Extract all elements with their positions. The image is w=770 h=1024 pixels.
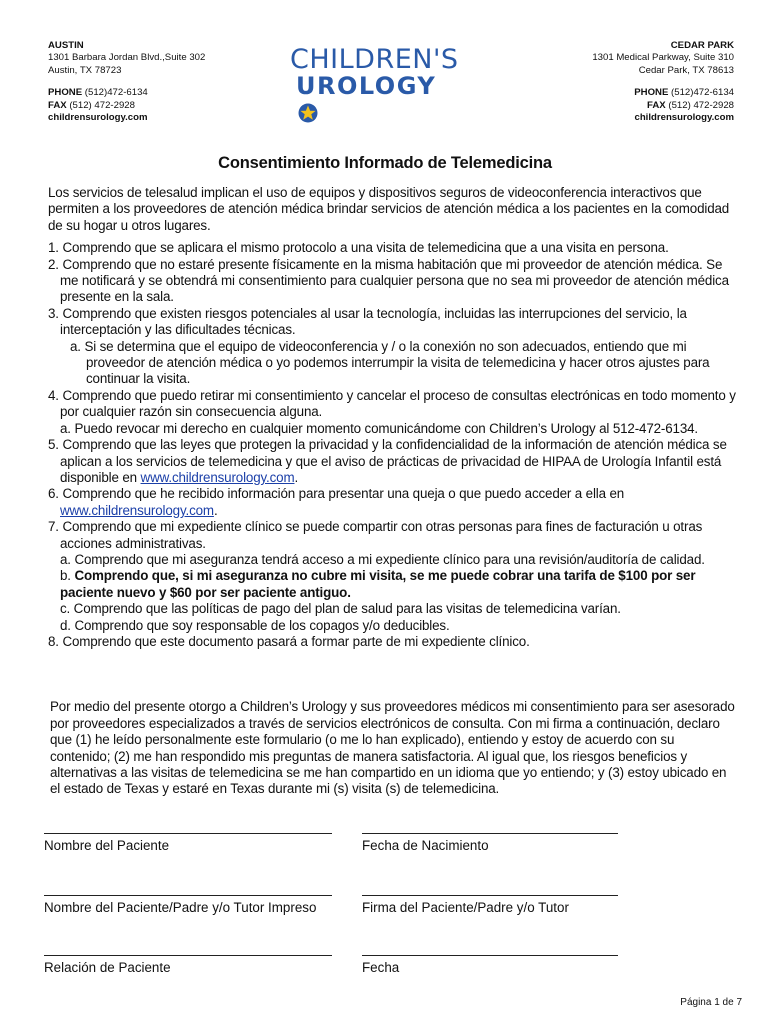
signature-label: Firma del Paciente/Padre y/o Tutor: [362, 900, 569, 915]
austin-fax-row: FAX (512) 472-2928: [48, 99, 135, 111]
document-body: [48, 185, 738, 650]
birth-date-field[interactable]: [362, 833, 618, 853]
signature-field[interactable]: [362, 895, 618, 915]
cedar-park-address-block: [592, 40, 734, 124]
consent-paragraph: Por medio del presente otorgo a Children’s Urology y sus proveedores médicos mi consentimiento para ser asesorado por proveedores especializados a través de servicios electrónicos de consulta. Con mi firma a continuación, declaro que (1) he leído personalmente este formulario (o me lo han explicado), entiendo y estoy de acuerdo con su contenido; (2) me han respondido mis preguntas de manera satisfactoria. Al igual que, los riesgos beneficios y alternativas a las visitas de telemedicina se me han compartido en un idioma que yo entiendo; y (3) estoy ubicado en el estado de Texas y estaré en Texas durante mi (s) visita (s) de telemedicina.: [50, 699, 735, 797]
item-4: 4. Comprendo que puedo retirar mi consentimiento y cancelar el proceso de consultas electrónicas en todo momento y por cualquier razón sin consecuencia alguna.: [48, 387, 736, 420]
date-label: Fecha: [362, 960, 400, 975]
signature-line: [362, 833, 618, 834]
austin-street: 1301 Barbara Jordan Blvd.,Suite 302: [48, 52, 206, 64]
item-7a: a. Comprendo que mi aseguranza tendrá acceso a mi expediente clínico para una revisión/auditoría de calidad.: [60, 551, 705, 567]
item-7d: d. Comprendo que soy responsable de los copagos y/o deducibles.: [60, 617, 450, 633]
cedar-park-phone: (512)472-6134: [671, 87, 734, 99]
austin-address-block: [48, 40, 205, 124]
item-8: 8. Comprendo que este documento pasará a formar parte de mi expediente clínico.: [48, 633, 530, 649]
cedar-park-website: childrensurology.com: [634, 112, 734, 124]
fee-notice: Comprendo que, si mi aseguranza no cubre mi visita, se me puede cobrar una tarifa de $100 por ser paciente nuevo y $60 por ser paciente antiguo.: [60, 568, 696, 600]
cedar-park-city-zip: Cedar Park, TX 78613: [638, 64, 734, 76]
printed-name-field[interactable]: [44, 895, 332, 915]
relationship-label: Relación de Paciente: [44, 960, 171, 975]
cedar-park-phone-row: PHONE (512)472-6134: [634, 87, 734, 99]
item-4a: a. Puedo revocar mi derecho en cualquier momento comunicándome con Children’s Urology al 512-472-6134.: [60, 420, 698, 436]
austin-website: childrensurology.com: [48, 112, 148, 124]
item-3a: a. Si se determina que el equipo de videoconferencia y / o la conexión no son adecuados, entiendo que mi proveedor de atención médica o yo podemos interrumpir la visita de telemedicina y hacer otros ajustes para continuar la visita.: [70, 338, 710, 387]
item-7b: b. Comprendo que, si mi aseguranza no cubre mi visita, se me puede cobrar una tarifa de $100 por ser paciente nuevo y $60 por ser paciente antiguo.: [60, 568, 696, 600]
signature-line: [362, 955, 618, 956]
intro-paragraph: Los servicios de telesalud implican el uso de equipos y dispositivos seguros de videoconferencia interactivos que permiten a los proveedores de atención médica brindar servicios de atención médica a los pacientes en la comodidad de su hogar u otros lugares.: [48, 185, 730, 233]
birth-date-label: Fecha de Nacimiento: [362, 838, 489, 853]
signature-line: [44, 955, 332, 956]
patient-name-label: Nombre del Paciente: [44, 838, 170, 853]
complaint-link[interactable]: www.childrensurology.com: [60, 502, 214, 518]
cedar-park-street: 1301 Medical Parkway, Suite 310: [592, 52, 734, 64]
signature-line: [362, 895, 618, 896]
signature-line: [44, 895, 332, 896]
cedar-park-fax-row: FAX (512) 472-2928: [647, 99, 734, 111]
logo-line-2: UROLOGY: [296, 73, 450, 125]
item-2: 2. Comprendo que no estaré presente físicamente en la misma habitación que mi proveedor de atención médica. Se me notificará y se obtendrá mi consentimiento para cualquier persona que no sea mi proveedor de atención médica presente en la sala.: [48, 256, 729, 305]
logo-line-1: CHILDREN'S: [290, 44, 459, 75]
austin-phone: (512)472-6134: [84, 87, 148, 99]
childrens-urology-logo: [290, 44, 459, 106]
cedar-park-city: CEDAR PARK: [670, 40, 734, 51]
austin-city: AUSTIN: [48, 40, 84, 51]
item-3: 3. Comprendo que existen riesgos potenciales al usar la tecnología, incluidas las interrupciones del servicio, la interceptación y las dificultades técnicas.: [48, 305, 687, 338]
star-icon: [298, 103, 318, 123]
printed-name-label: Nombre del Paciente/Padre y/o Tutor Impreso: [44, 900, 317, 915]
document-title: Consentimiento Informado de Telemedicina: [218, 154, 552, 172]
austin-city-zip: Austin, TX 78723: [48, 64, 122, 76]
item-5: 5. Comprendo que las leyes que protegen la privacidad y la confidencialidad de la información de atención médica se aplican a los servicios de telemedicina y que el aviso de prácticas de privacidad de HIPAA de Urología Infantil está disponible en www.childrensurology.com.: [48, 437, 727, 485]
cedar-park-fax: (512) 472-2928: [668, 99, 734, 111]
item-7c: c. Comprendo que las políticas de pago del plan de salud para las visitas de telemedicina varían.: [60, 601, 621, 617]
signature-line: [44, 833, 332, 834]
item-1: 1. Comprendo que se aplicara el mismo protocolo a una visita de telemedicina que a una visita en persona.: [48, 240, 669, 256]
item-7: 7. Comprendo que mi expediente clínico se puede compartir con otras personas para fines de facturación u otras acciones administrativas.: [48, 519, 703, 551]
date-field[interactable]: [362, 955, 618, 975]
relationship-field[interactable]: [44, 955, 332, 975]
privacy-link[interactable]: www.childrensurology.com: [140, 469, 295, 485]
item-6: 6. Comprendo que he recibido información para presentar una queja o que puedo acceder a ella en www.childrensurology.com.: [48, 486, 625, 518]
austin-fax: (512) 472-2928: [69, 99, 135, 111]
austin-phone-row: PHONE (512)472-6134: [48, 87, 148, 99]
patient-name-field[interactable]: [44, 833, 332, 853]
page-number: Página 1 de 7: [680, 997, 742, 1008]
